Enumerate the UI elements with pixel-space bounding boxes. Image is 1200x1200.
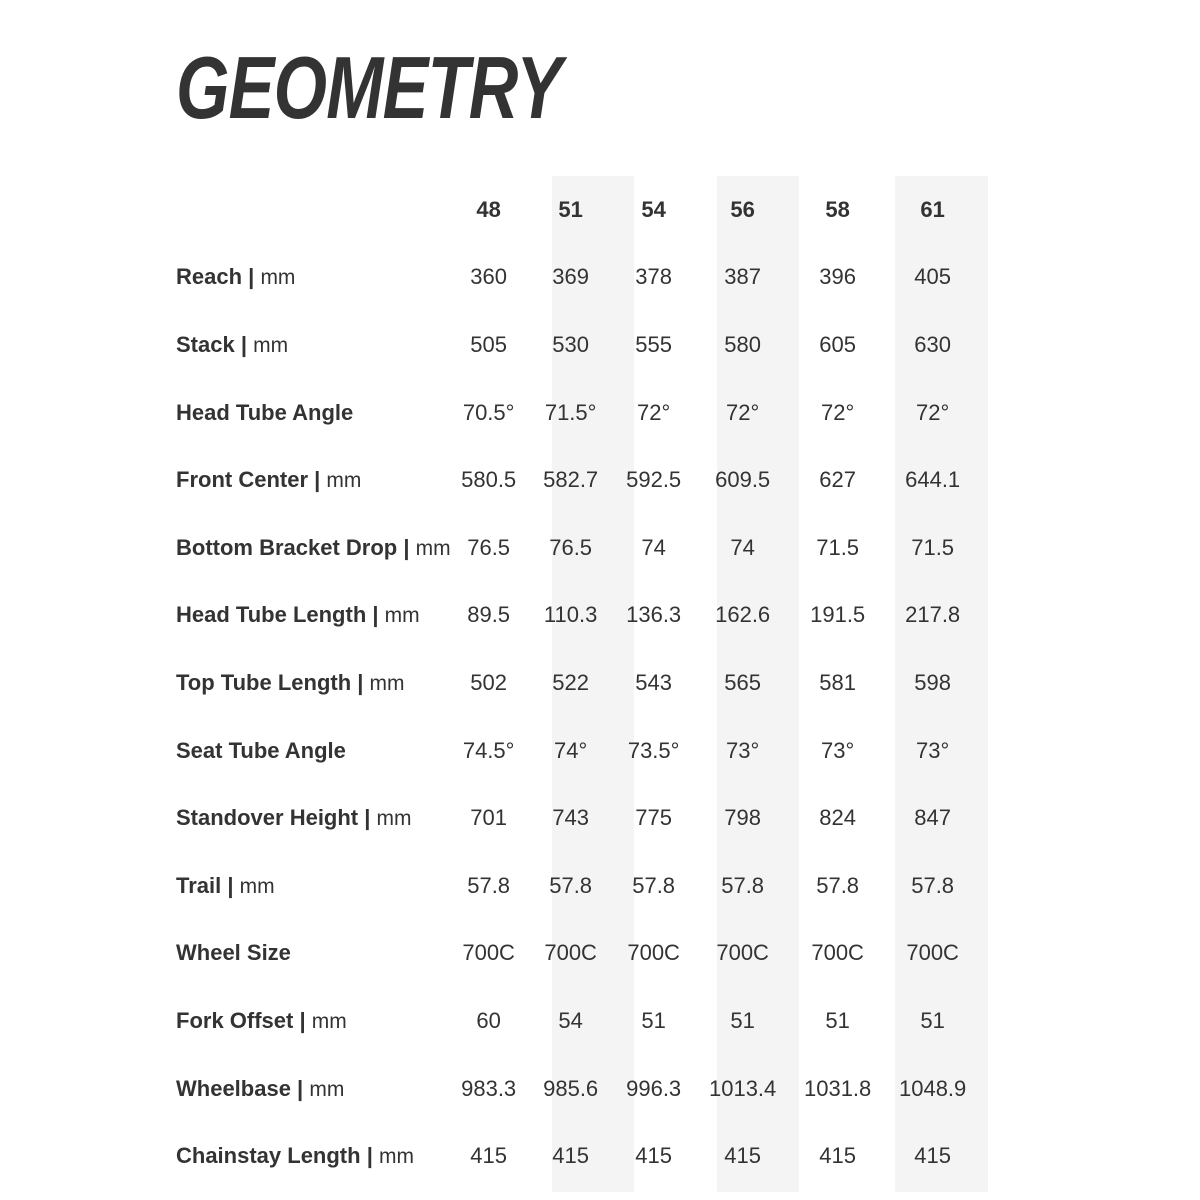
table-cell: 72°	[726, 399, 760, 425]
table-cell: 592.5	[626, 467, 682, 493]
row-unit: mm	[376, 807, 412, 831]
table-cell: 530	[552, 331, 589, 357]
row-label	[0, 1122, 451, 1190]
table-cell: 743	[552, 805, 589, 831]
row-label-text: Chainstay Length	[176, 1143, 361, 1169]
table-cell: 73°	[916, 737, 950, 763]
row-label	[0, 514, 451, 582]
row-label	[0, 446, 451, 514]
row-unit: mm	[309, 1077, 345, 1101]
table-cell: 387	[724, 264, 761, 290]
table-row	[0, 852, 983, 920]
row-unit: mm	[260, 266, 296, 290]
row-label	[0, 379, 451, 447]
table-cell: 72°	[637, 399, 671, 425]
table-cell: 73°	[821, 737, 855, 763]
page-title: GEOMETRY	[176, 38, 562, 137]
table-cell: 582.7	[543, 467, 599, 493]
unit-separator: |	[351, 669, 370, 695]
row-label-text: Top Tube Length	[176, 669, 352, 695]
table-cell: 70.5°	[462, 399, 515, 425]
table-row	[0, 311, 983, 379]
unit-separator: |	[234, 331, 254, 357]
table-cell: 57.8	[467, 872, 511, 898]
table-row	[0, 244, 983, 312]
table-cell: 1031.8	[803, 1075, 872, 1101]
table-cell: 581	[819, 669, 856, 695]
table-cell: 502	[470, 669, 507, 695]
table-cell: 60	[476, 1007, 501, 1033]
row-label-text: Seat Tube Angle	[176, 737, 346, 763]
table-cell: 630	[914, 331, 951, 357]
row-unit: mm	[239, 874, 275, 898]
table-cell: 217.8	[905, 602, 961, 628]
table-cell: 360	[470, 264, 507, 290]
row-label-text: Head Tube Angle	[176, 399, 354, 425]
row-label-text: Front Center	[176, 467, 308, 493]
table-cell: 51	[641, 1007, 666, 1033]
table-cell: 57.8	[632, 872, 676, 898]
table-cell: 700C	[462, 940, 515, 966]
row-label	[0, 987, 451, 1055]
table-cell: 824	[819, 805, 856, 831]
table-cell: 415	[914, 1143, 951, 1169]
table-cell: 700C	[716, 940, 769, 966]
table-row	[0, 582, 983, 650]
row-label-text: Trail	[176, 872, 222, 898]
table-cell: 415	[635, 1143, 672, 1169]
table-cell: 57.8	[911, 872, 955, 898]
row-unit: mm	[311, 1009, 347, 1033]
table-cell: 51	[920, 1007, 945, 1033]
unit-separator: |	[308, 467, 327, 493]
table-cell: 51	[825, 1007, 850, 1033]
row-label	[0, 852, 451, 920]
table-cell: 71.5	[816, 534, 860, 560]
table-cell: 405	[914, 264, 951, 290]
table-cell: 996.3	[626, 1075, 682, 1101]
size-header-51: 51	[558, 196, 583, 222]
row-label	[0, 649, 451, 717]
size-header-58: 58	[825, 196, 850, 222]
row-label-text: Reach	[176, 264, 243, 290]
unit-separator: |	[397, 534, 416, 560]
table-row	[0, 446, 983, 514]
table-cell: 598	[914, 669, 951, 695]
row-label-text: Fork Offset	[176, 1007, 294, 1033]
row-label	[0, 582, 451, 650]
table-row	[0, 379, 983, 447]
table-cell: 555	[635, 331, 672, 357]
table-cell: 54	[558, 1007, 583, 1033]
table-cell: 522	[552, 669, 589, 695]
table-cell: 72°	[916, 399, 950, 425]
table-cell: 110.3	[543, 602, 598, 628]
table-cell: 51	[730, 1007, 755, 1033]
row-unit: mm	[378, 1145, 414, 1169]
table-row	[0, 514, 983, 582]
row-label	[0, 1055, 451, 1123]
header-spacer	[0, 176, 451, 244]
row-label-text: Stack	[176, 331, 235, 357]
table-cell: 415	[819, 1143, 856, 1169]
table-cell: 605	[819, 331, 856, 357]
size-header-48: 48	[476, 196, 501, 222]
size-header-61: 61	[920, 196, 945, 222]
table-cell: 700C	[627, 940, 680, 966]
row-label	[0, 920, 451, 988]
table-cell: 71.5	[911, 534, 955, 560]
table-cell: 378	[635, 264, 672, 290]
unit-separator: |	[290, 1075, 310, 1101]
row-label-text: Standover Height	[176, 805, 359, 831]
unit-separator: |	[360, 1143, 379, 1169]
table-cell: 73.5°	[627, 737, 680, 763]
table-cell: 162.6	[715, 602, 771, 628]
table-cell: 580	[724, 331, 761, 357]
table-cell: 983.3	[461, 1075, 517, 1101]
table-cell: 700C	[811, 940, 864, 966]
table-cell: 1048.9	[898, 1075, 967, 1101]
row-unit: mm	[384, 604, 420, 628]
row-unit: mm	[369, 671, 405, 695]
table-row	[0, 717, 983, 785]
table-cell: 985.6	[543, 1075, 599, 1101]
row-label	[0, 717, 451, 785]
table-row	[0, 1055, 983, 1123]
table-cell: 1013.4	[708, 1075, 777, 1101]
table-row	[0, 649, 983, 717]
unit-separator: |	[242, 264, 261, 290]
geometry-table	[0, 176, 983, 1190]
table-cell: 644.1	[905, 467, 961, 493]
table-cell: 73°	[726, 737, 760, 763]
table-row	[0, 987, 983, 1055]
table-cell: 580.5	[461, 467, 517, 493]
table-cell: 798	[724, 805, 761, 831]
table-row	[0, 920, 983, 988]
table-cell: 74.5°	[462, 737, 515, 763]
table-cell: 700C	[544, 940, 597, 966]
table-cell: 775	[635, 805, 672, 831]
unit-separator: |	[221, 872, 240, 898]
row-label	[0, 784, 451, 852]
table-cell: 609.5	[715, 467, 771, 493]
geometry-table-body	[0, 244, 983, 1190]
row-unit: mm	[253, 333, 289, 357]
table-row	[0, 1122, 983, 1190]
table-cell: 57.8	[549, 872, 593, 898]
table-cell: 74°	[554, 737, 588, 763]
row-label	[0, 311, 451, 379]
row-unit: mm	[415, 536, 451, 560]
unit-separator: |	[366, 602, 385, 628]
table-cell: 76.5	[467, 534, 511, 560]
table-cell: 396	[819, 264, 856, 290]
table-cell: 57.8	[721, 872, 765, 898]
table-cell: 72°	[821, 399, 855, 425]
table-row	[0, 784, 983, 852]
table-cell: 191.5	[810, 602, 866, 628]
header-row	[0, 176, 983, 244]
table-cell: 505	[470, 331, 507, 357]
size-header-54: 54	[641, 196, 666, 222]
table-cell: 415	[470, 1143, 507, 1169]
table-cell: 847	[914, 805, 951, 831]
row-label-text: Wheel Size	[176, 940, 291, 966]
table-cell: 415	[552, 1143, 589, 1169]
table-cell: 89.5	[467, 602, 511, 628]
size-header-56: 56	[730, 196, 755, 222]
table-cell: 57.8	[816, 872, 860, 898]
table-cell: 136.3	[626, 602, 682, 628]
table-cell: 565	[724, 669, 761, 695]
row-unit: mm	[326, 469, 362, 493]
table-cell: 74	[730, 534, 755, 560]
table-cell: 76.5	[549, 534, 593, 560]
row-label	[0, 244, 451, 312]
row-label-text: Head Tube Length	[176, 602, 367, 628]
unit-separator: |	[358, 805, 377, 831]
table-cell: 627	[819, 467, 856, 493]
table-cell: 71.5°	[544, 399, 597, 425]
row-label-text: Wheelbase	[176, 1075, 291, 1101]
row-label-text: Bottom Bracket Drop	[176, 534, 398, 560]
table-cell: 415	[724, 1143, 761, 1169]
table-cell: 369	[552, 264, 589, 290]
unit-separator: |	[293, 1007, 312, 1033]
table-cell: 543	[635, 669, 672, 695]
table-cell: 701	[470, 805, 507, 831]
table-cell: 74	[641, 534, 666, 560]
table-cell: 700C	[906, 940, 959, 966]
